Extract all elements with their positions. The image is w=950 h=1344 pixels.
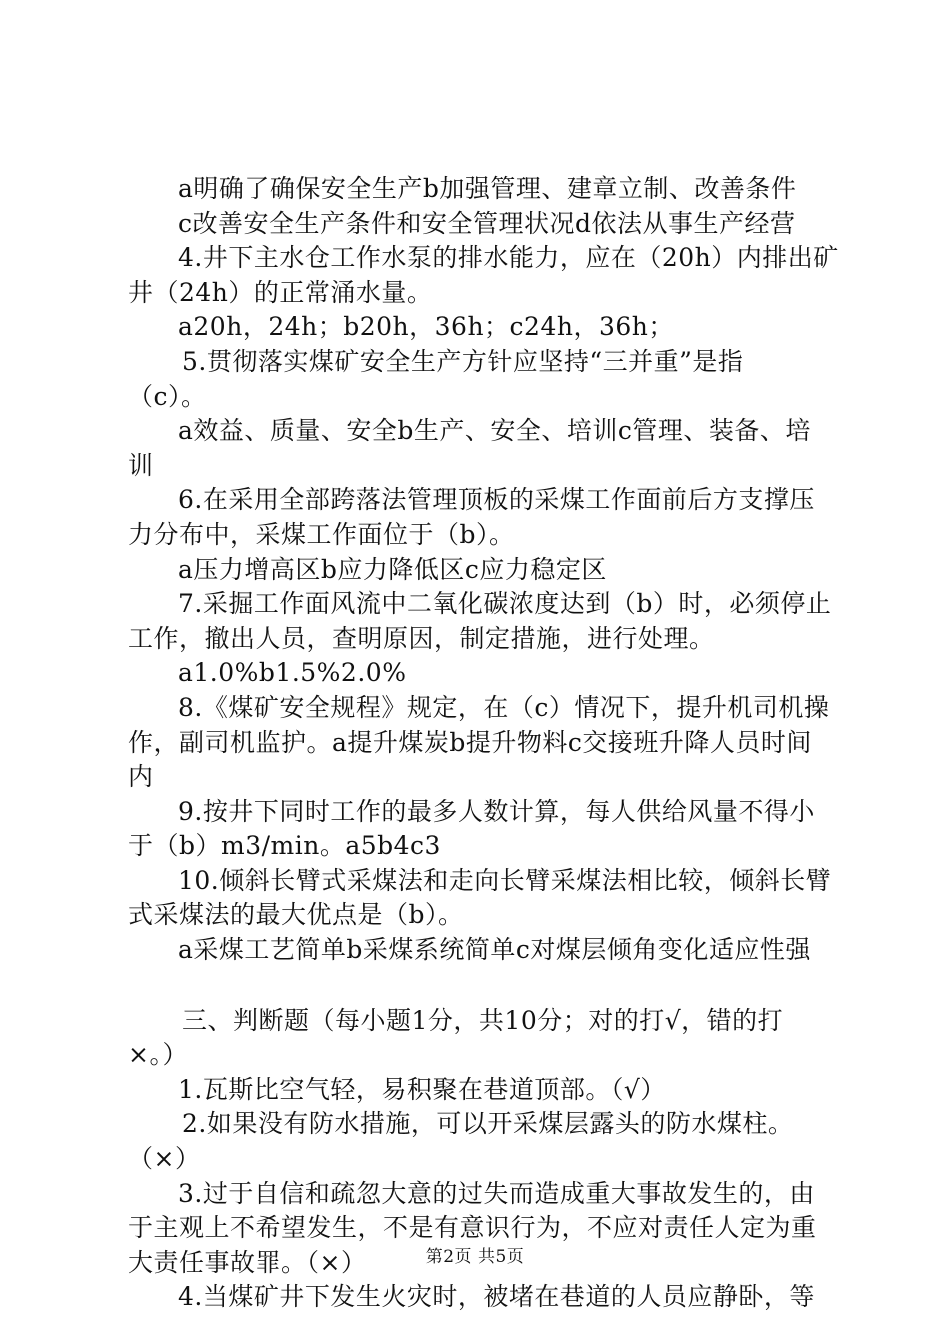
judgement-4: 4.当煤矿井下发生火灾时，被堵在巷道的人员应静卧，等 <box>178 1282 815 1312</box>
question-4: 4.井下主水仓工作水泵的排水能力，应在（20h）内排出矿 <box>178 243 839 273</box>
judgement-3: 3.过于自信和疏忽大意的过失而造成重大事故发生的，由 <box>178 1178 815 1208</box>
question-8: 8.《煤矿安全规程》规定，在（c）情况下，提升机司机操 <box>178 692 830 722</box>
question-8-cont: 内 <box>128 762 154 792</box>
question-6: 6.在采用全部跨落法管理顶板的采煤工作面前后方支撑压 <box>178 485 815 515</box>
judgement-2: 2.如果没有防水措施，可以开采煤层露头的防水煤柱。 <box>182 1109 794 1139</box>
page-footer: 第2页 共5页 <box>425 1247 525 1267</box>
option-line: a效益、质量、安全b生产、安全、培训c管理、装备、培 <box>178 416 811 446</box>
option-line: a1.0%b1.5%2.0% <box>178 658 407 688</box>
judgement-3-cont: 于主观上不希望发生，不是有意识行为，不应对责任人定为重 <box>128 1213 817 1243</box>
question-10-cont: 式采煤法的最大优点是（b）。 <box>128 900 464 930</box>
question-5: 5.贯彻落实煤矿安全生产方针应坚持“三并重”是指 <box>182 346 744 376</box>
question-5-cont: （c）。 <box>128 381 207 411</box>
section-heading: 三、判断题（每小题1分，共10分；对的打√，错的打 <box>182 1005 784 1035</box>
section-heading-cont: ×。） <box>128 1040 188 1070</box>
option-line: a20h，24h；b20h，36h；c24h，36h； <box>178 312 674 342</box>
question-7: 7.采掘工作面风流中二氧化碳浓度达到（b）时，必须停止 <box>178 589 832 619</box>
question-4-cont: 井（24h）的正常涌水量。 <box>128 277 433 307</box>
option-line: a采煤工艺简单b采煤系统简单c对煤层倾角变化适应性强 <box>178 935 811 965</box>
question-10: 10.倾斜长臂式采煤法和走向长臂采煤法相比较，倾斜长臂 <box>178 865 832 895</box>
question-8-cont: 作，副司机监护。a提升煤炭b提升物料c交接班升降人员时间 <box>128 727 812 757</box>
judgement-2-cont: （×） <box>128 1144 201 1174</box>
document-body <box>128 172 838 1315</box>
option-line: a明确了确保安全生产b加强管理、建章立制、改善条件 <box>178 174 797 203</box>
judgement-1: 1.瓦斯比空气轻，易积聚在巷道顶部。（√） <box>178 1074 666 1104</box>
question-9: 9.按井下同时工作的最多人数计算，每人供给风量不得小 <box>178 796 815 826</box>
question-9-cont: 于（b）m3/min。a5b4c3 <box>128 831 441 861</box>
option-line: a压力增高区b应力降低区c应力稳定区 <box>178 554 607 584</box>
question-7-cont: 工作，撤出人员，查明原因，制定措施，进行处理。 <box>128 623 715 653</box>
judgement-3-cont: 大责任事故罪。（×） <box>128 1247 367 1277</box>
option-line: c改善安全生产条件和安全管理状况d依法从事生产经营 <box>178 208 796 238</box>
question-6-cont: 力分布中，采煤工作面位于（b）。 <box>128 519 515 549</box>
option-line-cont: 训 <box>128 450 154 480</box>
section-gap <box>128 968 838 1004</box>
